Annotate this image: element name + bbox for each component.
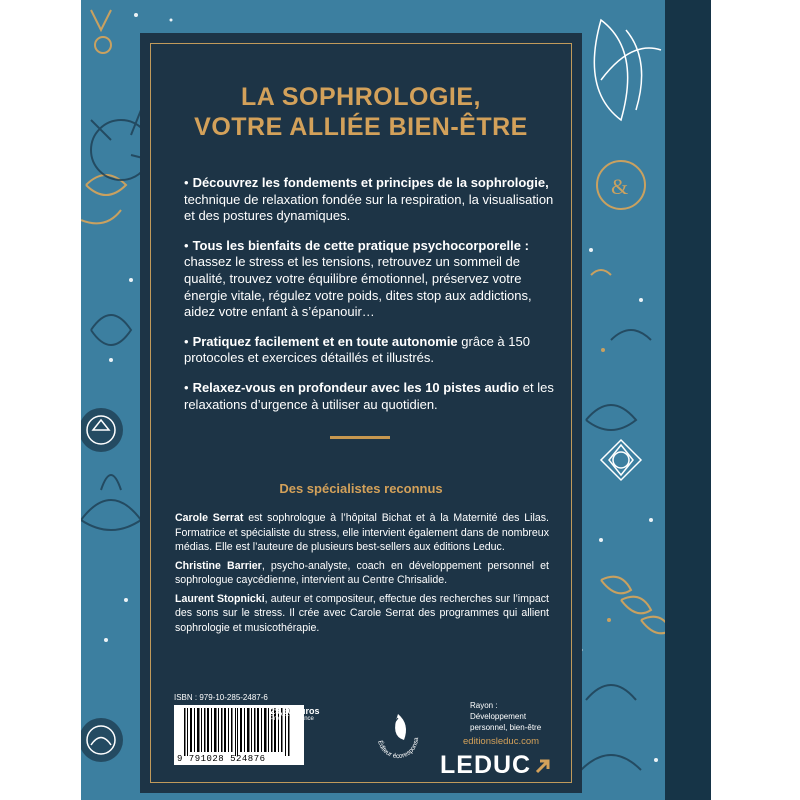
feature-text: et les relaxations d’urgence à utiliser au quotidien. xyxy=(184,379,554,412)
feature-heading: Relaxez-vous en profondeur avec les 10 pistes audio xyxy=(192,379,520,395)
author-description: , auteur et compositeur, effectue des recherches sur l’impact des sons sur le stress. Il crée avec Carole Serrat des programmes qui allient sophrologie et musicothérapie. xyxy=(175,592,549,634)
svg-text:&: & xyxy=(611,174,629,199)
price-note: Prix TTC France xyxy=(270,716,314,722)
author-bio xyxy=(175,592,549,636)
publisher-website[interactable]: editionsleduc.com xyxy=(463,736,540,747)
bullet-marker: • xyxy=(184,237,189,253)
feature-heading: Découvrez les fondements et principes de la sophrologie, xyxy=(192,175,549,190)
feature-text: grâce à 150 protocoles et exercices détaillés et illustrés. xyxy=(184,333,530,366)
eco-label-text: Éditeur écoresponsa xyxy=(376,737,421,761)
barcode-digits: 9 791028 524876 xyxy=(177,754,266,764)
bullet-marker: • xyxy=(184,333,189,349)
author-name: Carole Serrat xyxy=(175,512,244,524)
specialists-heading: Des spécialistes reconnus xyxy=(279,481,443,496)
author-name: Laurent Stopnicki xyxy=(175,592,265,605)
book-title-line-2: VOTRE ALLIÉE BIEN-ÊTRE xyxy=(194,113,528,141)
eco-label-icon xyxy=(368,708,428,768)
bullet-marker: • xyxy=(184,175,189,190)
feature-heading: Pratiquez facilement et en toute autonomie xyxy=(192,333,458,349)
author-bio xyxy=(175,511,549,555)
arrow-icon xyxy=(534,757,552,775)
barcode-block xyxy=(174,693,304,765)
author-bio xyxy=(175,559,549,588)
author-name: Christine Barrier xyxy=(175,559,262,572)
feature-item xyxy=(184,380,564,413)
feature-item xyxy=(184,175,564,225)
svg-text:Éditeur écoresponsable xyxy=(368,708,420,760)
isbn: ISBN : 979-10-285-2487-6 xyxy=(174,693,268,702)
section-divider xyxy=(330,436,390,439)
author-description: , psycho-analyste, coach en développement personnel et sophrologue caycédienne, intervient au Centre Chrisalide. xyxy=(175,559,549,586)
price: 29,90 euros xyxy=(270,706,320,716)
author-bios xyxy=(175,511,549,639)
text-panel xyxy=(140,33,582,793)
price-block xyxy=(270,706,320,722)
feature-item xyxy=(184,238,564,321)
shelf-category: Rayon : Développement personnel, bien-être xyxy=(470,701,542,732)
publisher-logo xyxy=(440,751,552,780)
author-description: est sophrologue à l’hôpital Bichat et à la Maternité des Lilas. Formatrice et spécialiste du stress, elle intervient également dans de nombreux médias. Elle est l’auteure de plusieurs best-sellers aux éditions Leduc. xyxy=(175,512,549,553)
bullet-marker: • xyxy=(184,379,189,395)
feature-text: technique de relaxation fondée sur la respiration, la visualisation et des postures dynamiques. xyxy=(184,191,554,224)
feature-text: chassez le stress et les tensions, retrouvez un sommeil de qualité, trouvez votre équilibre émotionnel, préservez votre énergie vitale, régulez votre poids, dites stop aux addictions, aidez votre enfant à s’épanouir… xyxy=(184,254,532,320)
feature-list xyxy=(184,175,564,426)
book-title-line-1: LA SOPHROLOGIE, xyxy=(241,83,481,111)
feature-heading: Tous les bienfaits de cette pratique psychocorporelle : xyxy=(192,237,529,253)
publisher-name: LEDUC xyxy=(440,751,532,779)
book-spine-edge xyxy=(665,0,711,800)
feature-item xyxy=(184,334,564,367)
